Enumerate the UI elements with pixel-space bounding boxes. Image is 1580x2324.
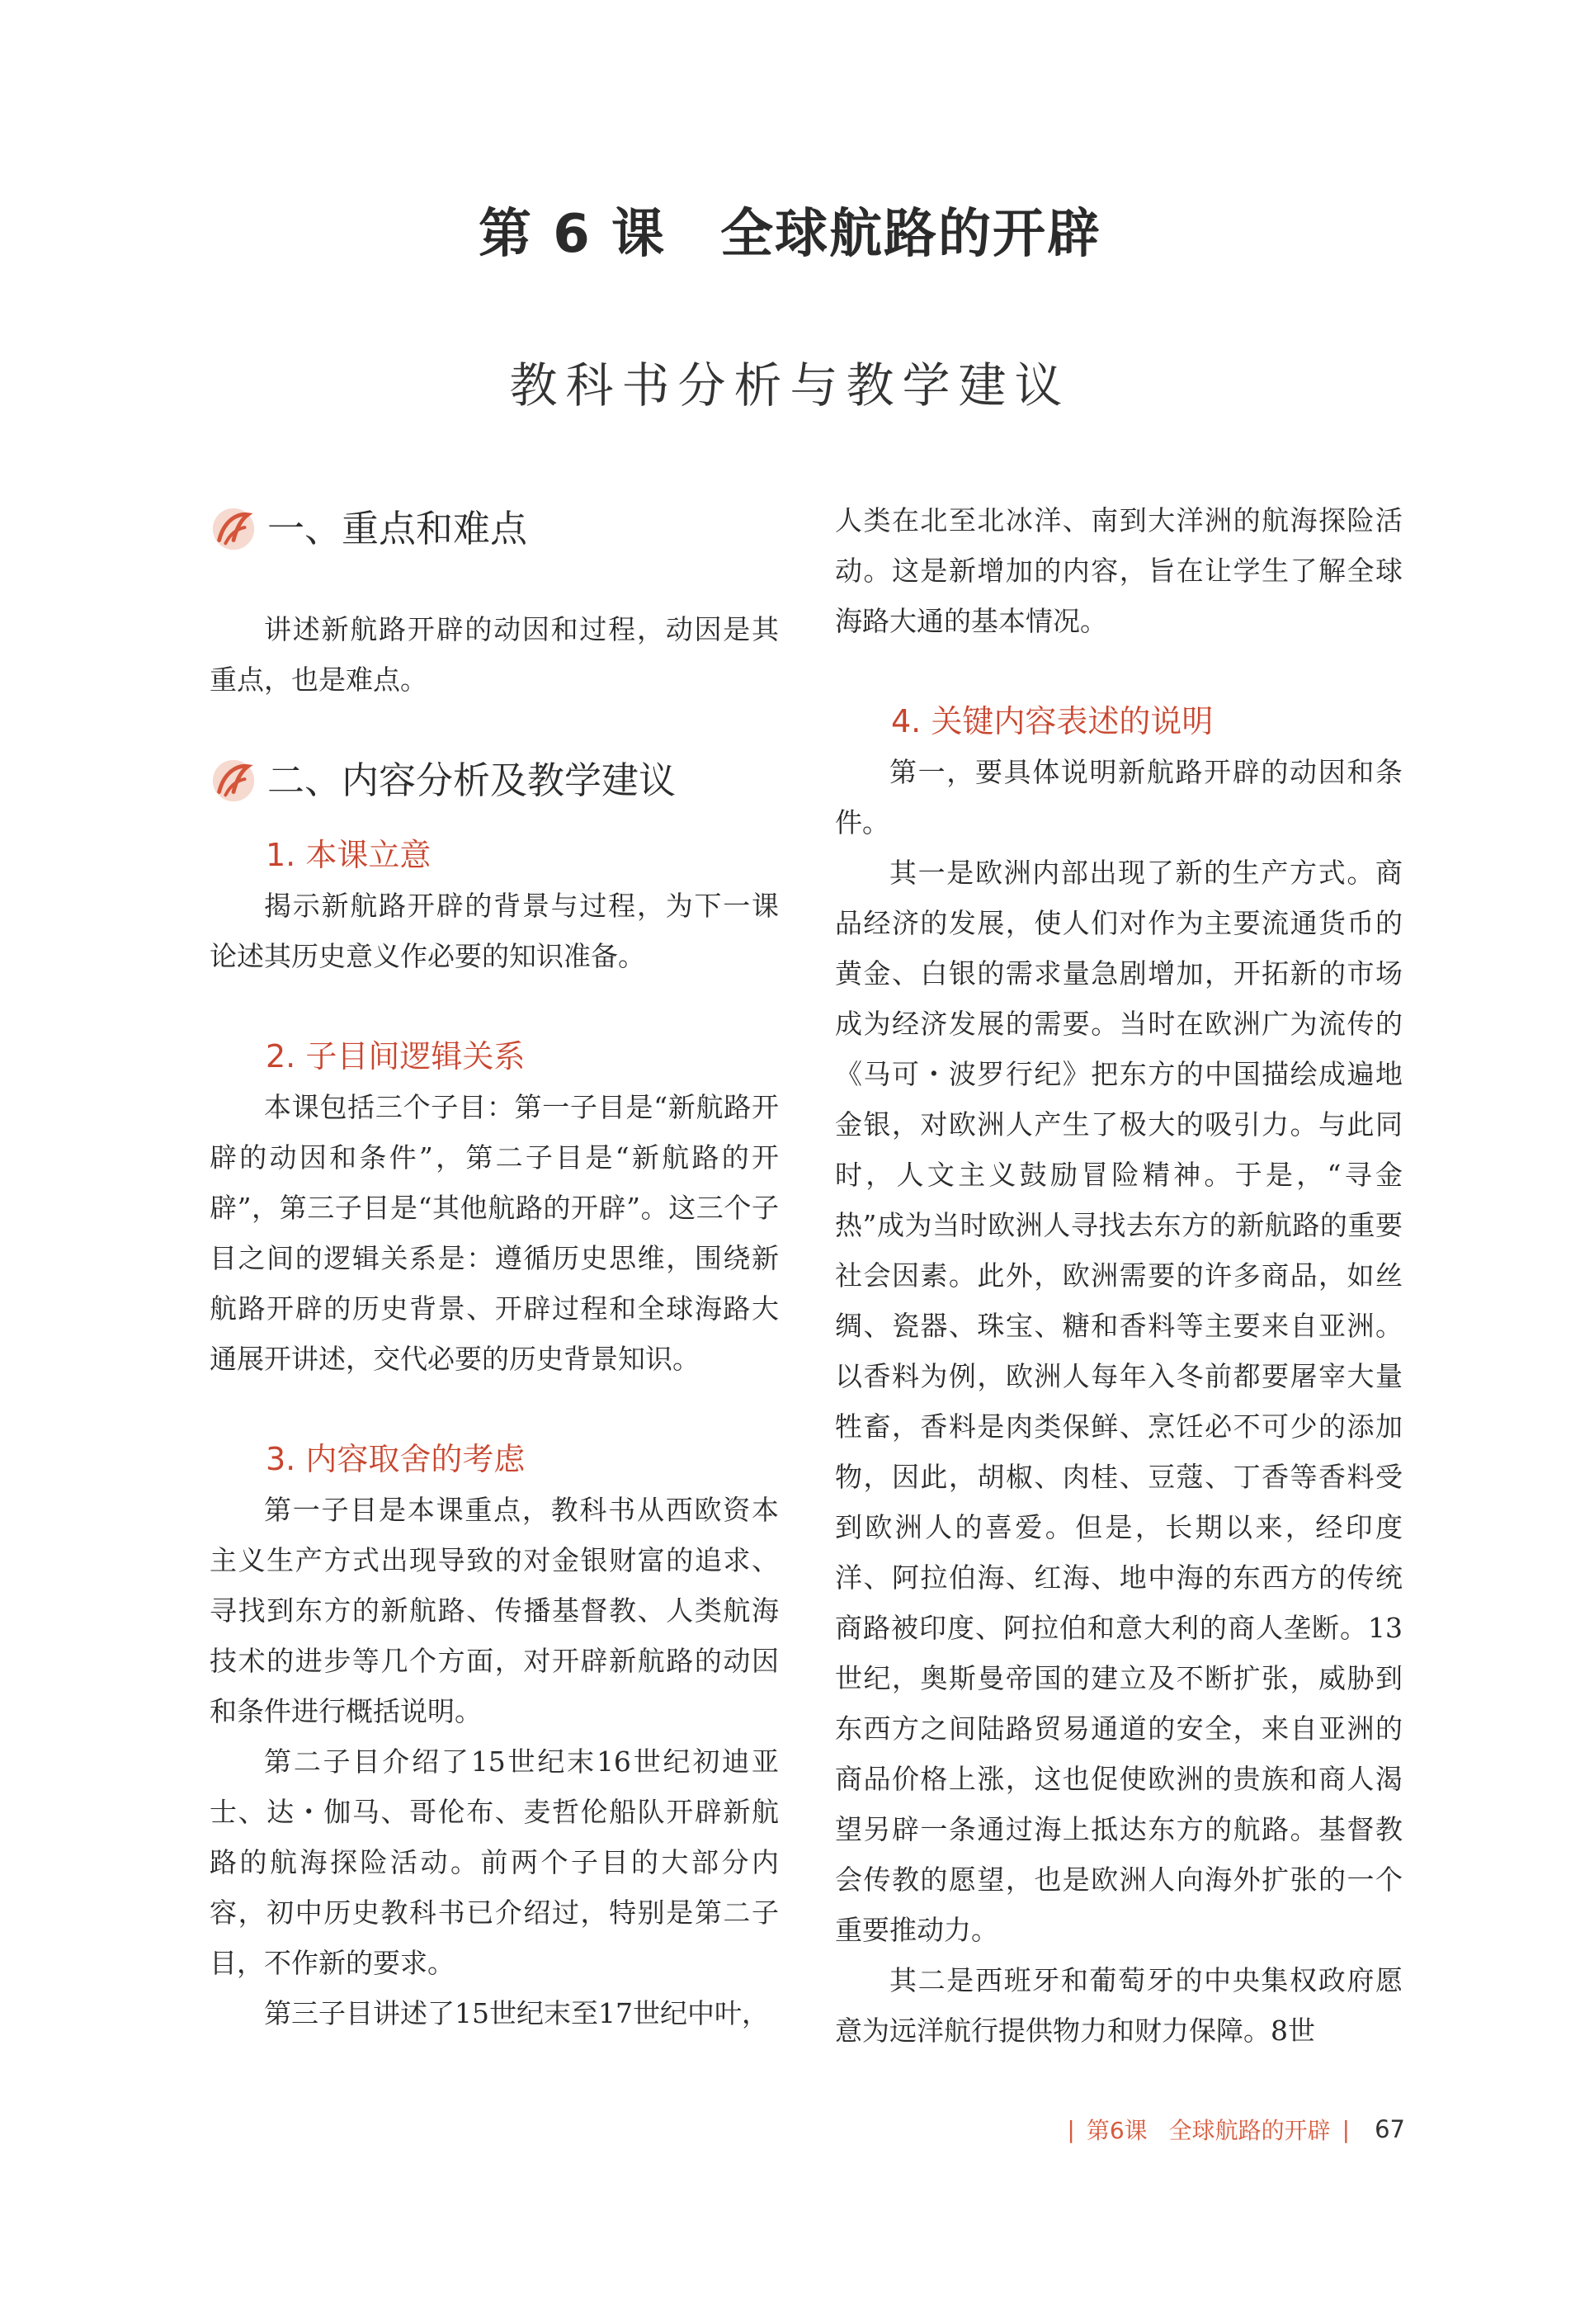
- paragraph: 本课包括三个子目：第一子目是“新航路开辟的动因和条件”，第二子目是“新航路的开辟”，第三子目是“其他航路的开辟”。这三个子目之间的逻辑关系是：遵循历史思维，围绕新航路开辟的历史背景、开辟过程和全球海路大通展开讲述，交代必要的历史背景知识。: [210, 1091, 779, 1375]
- paragraph: 揭示新航路开辟的背景与过程，为下一课论述其历史意义作必要的知识准备。: [210, 890, 779, 972]
- section-heading-2: [210, 755, 779, 805]
- paragraph: 人类在北至北冰洋、南到大洋洲的航海探险活动。这是新增加的内容，旨在让学生了解全球海路大通的基本情况。: [835, 504, 1403, 637]
- page-subtitle: 教科书分析与教学建议: [509, 357, 1071, 413]
- section-heading-2-text: 二、内容分析及教学建议: [267, 758, 677, 802]
- paragraph: 第一子目是本课重点，教科书从西欧资本主义生产方式出现导致的对金银财富的追求、寻找到东方的新航路、传播基督教、人类航海技术的进步等几个方面，对开辟新航路的动因和条件进行概括说明。: [210, 1494, 779, 1727]
- page-number: 67: [1375, 2115, 1405, 2143]
- section-heading-1-text: 一、重点和难点: [267, 507, 528, 550]
- page-title: 第 6 课 全球航路的开辟: [478, 204, 1102, 265]
- subheading-4: 4. 关键内容表述的说明: [891, 703, 1214, 739]
- page-footer: [1055, 2113, 1405, 2146]
- leaf-swirl-icon: [210, 757, 257, 805]
- paragraph: 其二是西班牙和葡萄牙的中央集权政府愿意为远洋航行提供物力和财力保障。8世: [835, 1964, 1403, 2047]
- subheading-1: 1. 本课立意: [266, 837, 432, 873]
- paragraph: 讲述新航路开辟的动因和过程，动因是其重点，也是难点。: [210, 613, 779, 696]
- leaf-swirl-icon: [210, 505, 257, 553]
- subheading-2: 2. 子目间逻辑关系: [266, 1038, 526, 1075]
- subheading-3: 3. 内容取舍的考虑: [266, 1441, 526, 1477]
- paragraph: 第二子目介绍了15世纪末16世纪初迪亚士、达・伽马、哥伦布、麦哲伦船队开辟新航路的航海探险活动。前两个子目的大部分内容，初中历史教科书已介绍过，特别是第二子目，不作新的要求。: [210, 1745, 779, 1979]
- footer-lesson: 第6课: [1086, 2117, 1148, 2144]
- paragraph: 第三子目讲述了15世纪末至17世纪中叶，: [264, 1997, 769, 2029]
- paragraph: 第一，要具体说明新航路开辟的动因和条件。: [835, 756, 1403, 838]
- footer-divider: |: [1342, 2115, 1351, 2143]
- paragraph: 其一是欧洲内部出现了新的生产方式。商品经济的发展，使人们对作为主要流通货币的黄金、白银的需求量急剧增加，开拓新的市场成为经济发展的需要。当时在欧洲广为流传的《马可・波罗行纪》把东方的中国描绘成遍地金银，对欧洲人产生了极大的吸引力。与此同时，人文主义鼓励冒险精神。于是，“寻金热”成为当时欧洲人寻找去东方的新航路的重要社会因素。此外，欧洲需要的许多商品，如丝绸、瓷器、珠宝、糖和香料等主要来自亚洲。以香料为例，欧洲人每年入冬前都要屠宰大量牲畜，香料是肉类保鲜、烹饪必不可少的添加物，因此，胡椒、肉桂、豆蔻、丁香等香料受到欧洲人的喜爱。但是，长期以来，经印度洋、阿拉伯海、红海、地中海的东西方的传统商路被印度、阿拉伯和意大利的商人垄断。13世纪，奥斯曼帝国的建立及不断扩张，威胁到东西方之间陆路贸易通道的安全，来自亚洲的商品价格上涨，这也促使欧洲的贵族和商人渴望另辟一条通过海上抵达东方的航路。基督教会传教的愿望，也是欧洲人向海外扩张的一个重要推动力。: [835, 857, 1403, 1946]
- footer-title: 全球航路的开辟: [1168, 2117, 1331, 2144]
- left-column: [210, 495, 779, 2038]
- footer-divider: |: [1067, 2115, 1075, 2143]
- right-column: [835, 495, 1403, 2056]
- section-heading-1: [210, 503, 779, 554]
